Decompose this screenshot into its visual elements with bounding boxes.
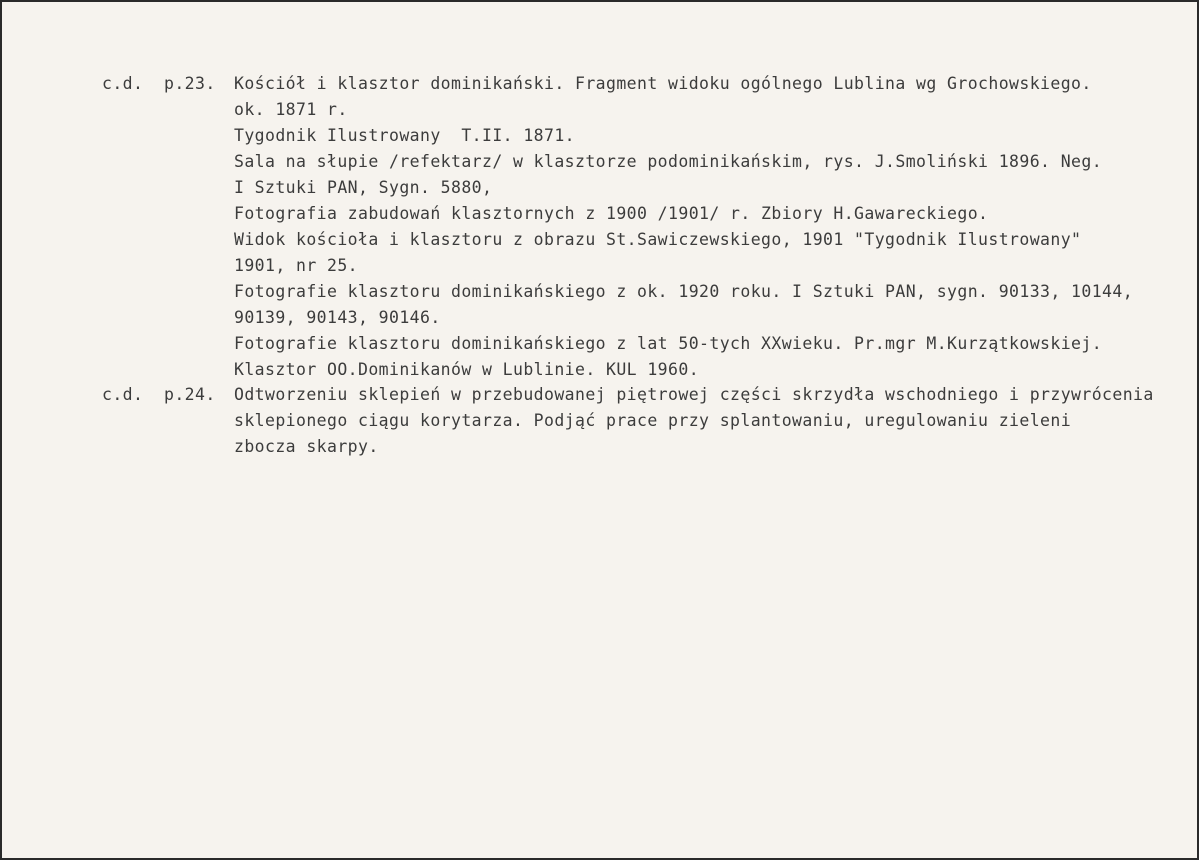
text-line: Fotografie klasztoru dominikańskiego z lat 50-tych XXwieku. Pr.mgr M.Kurzątkowskiej.	[234, 334, 1103, 353]
text-line: Klasztor OO.Dominikanów w Lublinie. KUL 1960.	[234, 360, 700, 379]
text-line: 90139, 90143, 90146.	[234, 308, 441, 327]
entry-text	[234, 382, 1184, 460]
text-line: zbocza skarpy.	[234, 437, 379, 456]
text-line: Kościół i klasztor dominikański. Fragment widoku ogólnego Lublina wg Grochowskiego.	[234, 74, 1092, 93]
text-line: I Sztuki PAN, Sygn. 5880,	[234, 178, 493, 197]
text-line: Tygodnik Ilustrowany T.II. 1871.	[234, 126, 576, 145]
text-line: sklepionego ciągu korytarza. Podjąć prace przy splantowaniu, uregulowaniu zieleni	[234, 411, 1072, 430]
text-line: Fotografia zabudowań klasztornych z 1900 /1901/ r. Zbiory H.Gawareckiego.	[234, 204, 989, 223]
text-line: Odtworzeniu sklepień w przebudowanej piętrowej części skrzydła wschodniego i przywrócenia	[234, 385, 1154, 404]
text-line: Fotografie klasztoru dominikańskiego z ok. 1920 roku. I Sztuki PAN, sygn. 90133, 10144,	[234, 282, 1134, 301]
text-line: Widok kościoła i klasztoru z obrazu St.Sawiczewskiego, 1901 "Tygodnik Ilustrowany"	[234, 230, 1082, 249]
entry-text	[234, 71, 1184, 383]
text-line: 1901, nr 25.	[234, 256, 359, 275]
entry-reference: c.d. p.24.	[102, 385, 216, 404]
entry-reference: c.d. p.23.	[102, 74, 216, 93]
text-line: Sala na słupie /refektarz/ w klasztorze podominikańskim, rys. J.Smoliński 1896. Neg.	[234, 152, 1103, 171]
text-line: ok. 1871 r.	[234, 100, 348, 119]
